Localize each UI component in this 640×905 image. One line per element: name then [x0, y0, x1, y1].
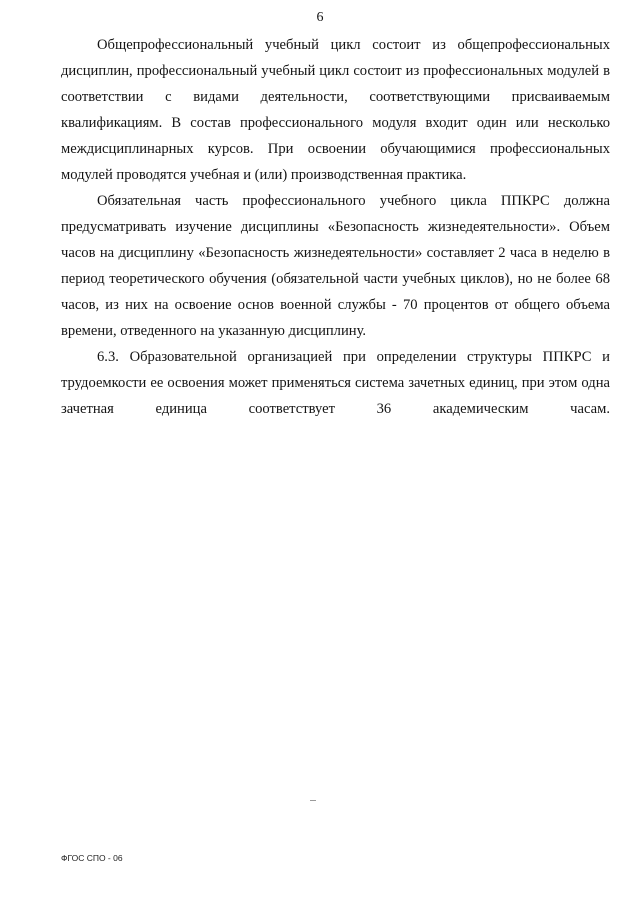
- footer-document-code: ФГОС СПО - 06: [61, 853, 123, 863]
- scan-mark: [310, 800, 316, 801]
- page-number: 6: [316, 10, 324, 25]
- paragraph-credit-units: 6.3. Образовательной организацией при определении структуры ППКРС и трудоемкости ее освоения может применяться система зачетных единиц, при этом одна зачетная единица соответствует 36 академическим часам.: [61, 349, 610, 417]
- document-body: [61, 32, 610, 422]
- paragraph-life-safety: Обязательная часть профессионального учебного цикла ППКРС должна предусматривать изучение дисциплины «Безопасность жизнедеятельности». Объем часов на дисциплину «Безопасность жизнедеятельности» составляет 2 часа в неделю в период теоретического обучения (обязательной части учебных циклов), но не более 68 часов, из них на освоение основ военной службы - 70 процентов от общего объема времени, отведенного на указанную дисциплину.: [61, 193, 610, 339]
- paragraph-professional-cycle: Общепрофессиональный учебный цикл состоит из общепрофессиональных дисциплин, профессиональный учебный цикл состоит из профессиональных модулей в соответствии с видами деятельности, соответствующими присваиваемым квалификациям. В состав профессионального модуля входит один или несколько междисциплинарных курсов. При освоении обучающимися профессиональных модулей проводятся учебная и (или) производственная практика.: [61, 37, 610, 183]
